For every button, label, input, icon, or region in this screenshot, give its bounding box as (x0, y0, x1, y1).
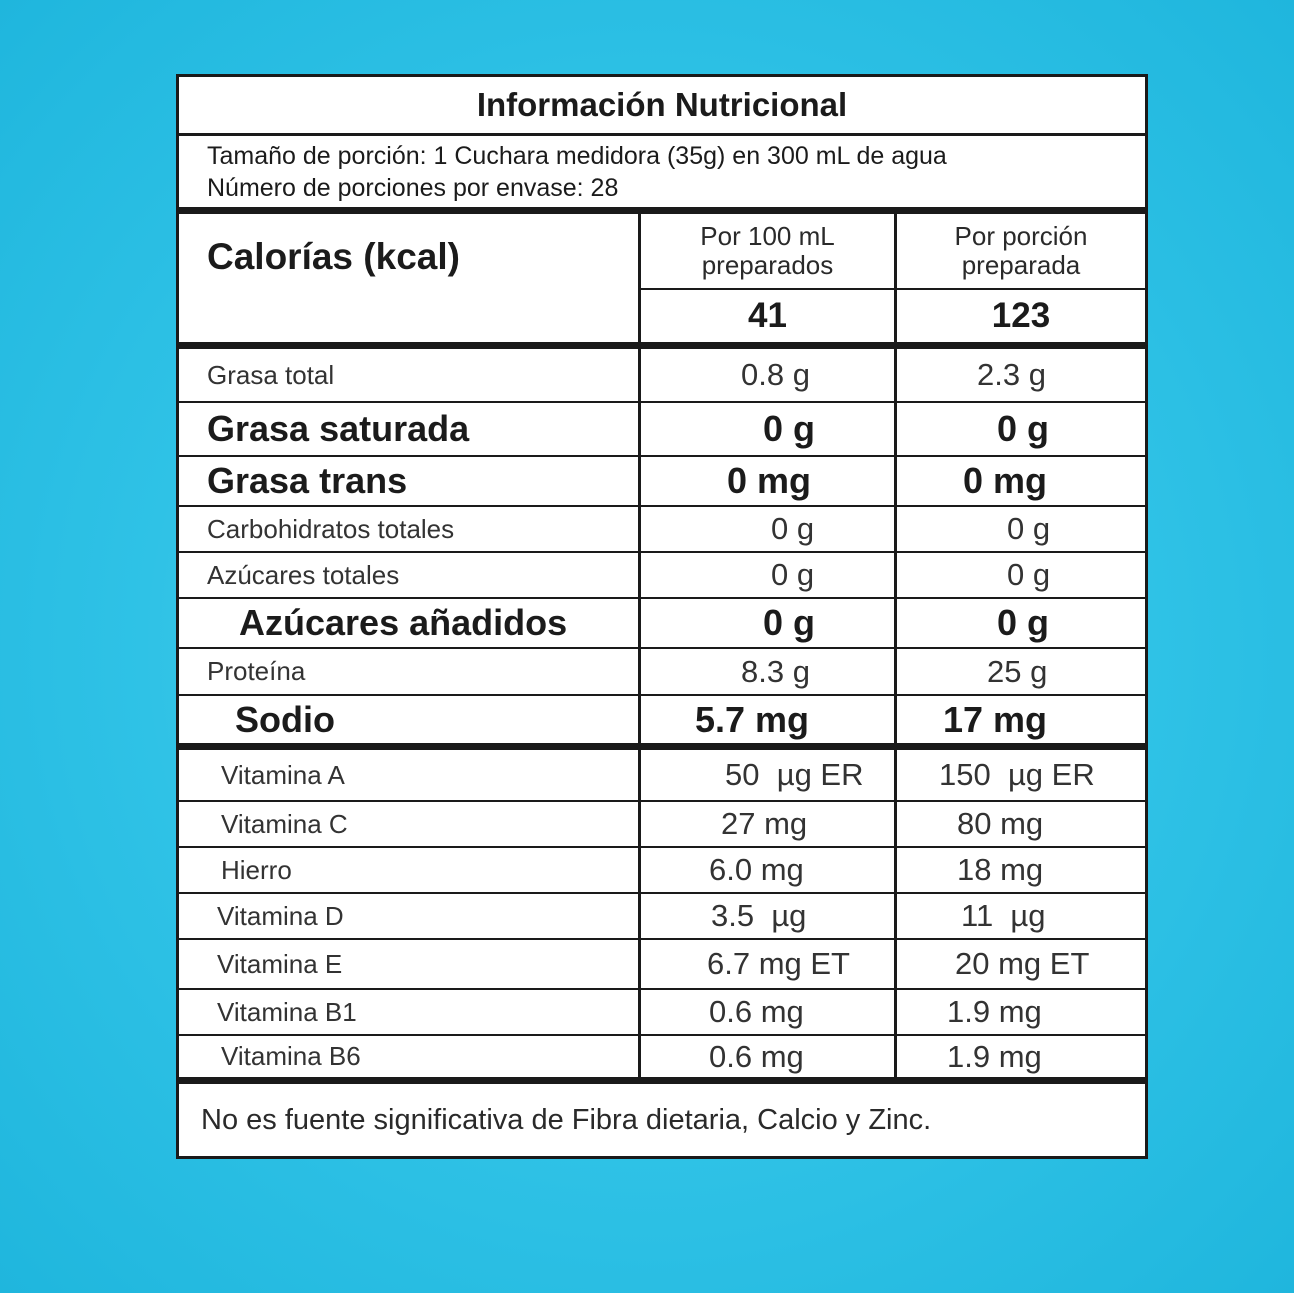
nutrients-table (179, 349, 1145, 1084)
per-serving-line1: Por porción (954, 221, 1088, 251)
vitamin-per100: 6.7 mg ET (641, 940, 897, 990)
vitamin-name: Hierro (179, 848, 641, 894)
calories-label: Calorías (kcal) (179, 214, 641, 342)
nutrient-per100: 0 g (641, 553, 897, 599)
nutrient-per100: 8.3 g (641, 649, 897, 696)
per-serving-header (897, 214, 1145, 290)
vitamin-per-serving: 11 µg (897, 894, 1145, 940)
vitamin-per-serving: 150 µg ER (897, 750, 1145, 802)
vitamin-per100: 6.0 mg (641, 848, 897, 894)
calories-header (179, 214, 1145, 349)
nutrient-per-serving: 0 mg (897, 457, 1145, 507)
nutrient-name: Grasa saturada (179, 403, 641, 457)
nutrient-per-serving: 0 g (897, 507, 1145, 553)
vitamin-per100: 3.5 µg (641, 894, 897, 940)
nutrient-name: Azúcares totales (179, 553, 641, 599)
vitamin-per-serving: 80 mg (897, 802, 1145, 848)
per-100ml-column (641, 214, 897, 342)
nutrient-name: Grasa trans (179, 457, 641, 507)
vitamin-name: Vitamina A (179, 750, 641, 802)
footer-note: No es fuente significativa de Fibra dietaria, Calcio y Zinc. (201, 1103, 932, 1136)
nutrient-name: Azúcares añadidos (179, 599, 641, 649)
per-100ml-line2: preparados (701, 250, 834, 280)
nutrient-name: Proteína (179, 649, 641, 696)
vitamin-name: Vitamina B1 (179, 990, 641, 1036)
per-100ml-header (641, 214, 894, 290)
label-title: Información Nutricional (179, 77, 1145, 136)
vitamin-name: Vitamina E (179, 940, 641, 990)
vitamin-name: Vitamina D (179, 894, 641, 940)
nutrient-per100: 0 mg (641, 457, 897, 507)
nutrient-per100: 0 g (641, 403, 897, 457)
vitamin-per100: 50 µg ER (641, 750, 897, 802)
servings-per-container: Número de porciones por envase: 28 (207, 173, 619, 202)
nutrient-per-serving: 17 mg (897, 696, 1145, 750)
nutrient-per100: 0 g (641, 599, 897, 649)
vitamin-per100: 27 mg (641, 802, 897, 848)
nutrient-per100: 5.7 mg (641, 696, 897, 750)
calories-per-100ml: 41 (748, 296, 787, 335)
nutrient-per100: 0.8 g (641, 349, 897, 403)
nutrient-per-serving: 0 g (897, 403, 1145, 457)
nutrient-per-serving: 2.3 g (897, 349, 1145, 403)
nutrient-per-serving: 0 g (897, 599, 1145, 649)
vitamin-per-serving: 20 mg ET (897, 940, 1145, 990)
nutrient-name: Sodio (179, 696, 641, 750)
vitamin-per-serving: 18 mg (897, 848, 1145, 894)
serving-info (179, 136, 1145, 214)
per-100ml-line1: Por 100 mL (700, 221, 835, 251)
per-serving-column (897, 214, 1145, 342)
nutrient-name: Carbohidratos totales (179, 507, 641, 553)
nutrition-label (176, 74, 1148, 1159)
nutrient-per-serving: 0 g (897, 553, 1145, 599)
vitamin-per-serving: 1.9 mg (897, 1036, 1145, 1084)
nutrient-name: Grasa total (179, 349, 641, 403)
serving-size: Tamaño de porción: 1 Cuchara medidora (35g) en 300 mL de agua (207, 141, 947, 170)
vitamin-per-serving: 1.9 mg (897, 990, 1145, 1036)
vitamin-name: Vitamina B6 (179, 1036, 641, 1084)
per-serving-line2: preparada (961, 250, 1081, 280)
nutrient-per-serving: 25 g (897, 649, 1145, 696)
nutrient-per100: 0 g (641, 507, 897, 553)
vitamin-per100: 0.6 mg (641, 1036, 897, 1084)
calories-per-serving: 123 (991, 296, 1051, 335)
vitamin-name: Vitamina C (179, 802, 641, 848)
vitamin-per100: 0.6 mg (641, 990, 897, 1036)
